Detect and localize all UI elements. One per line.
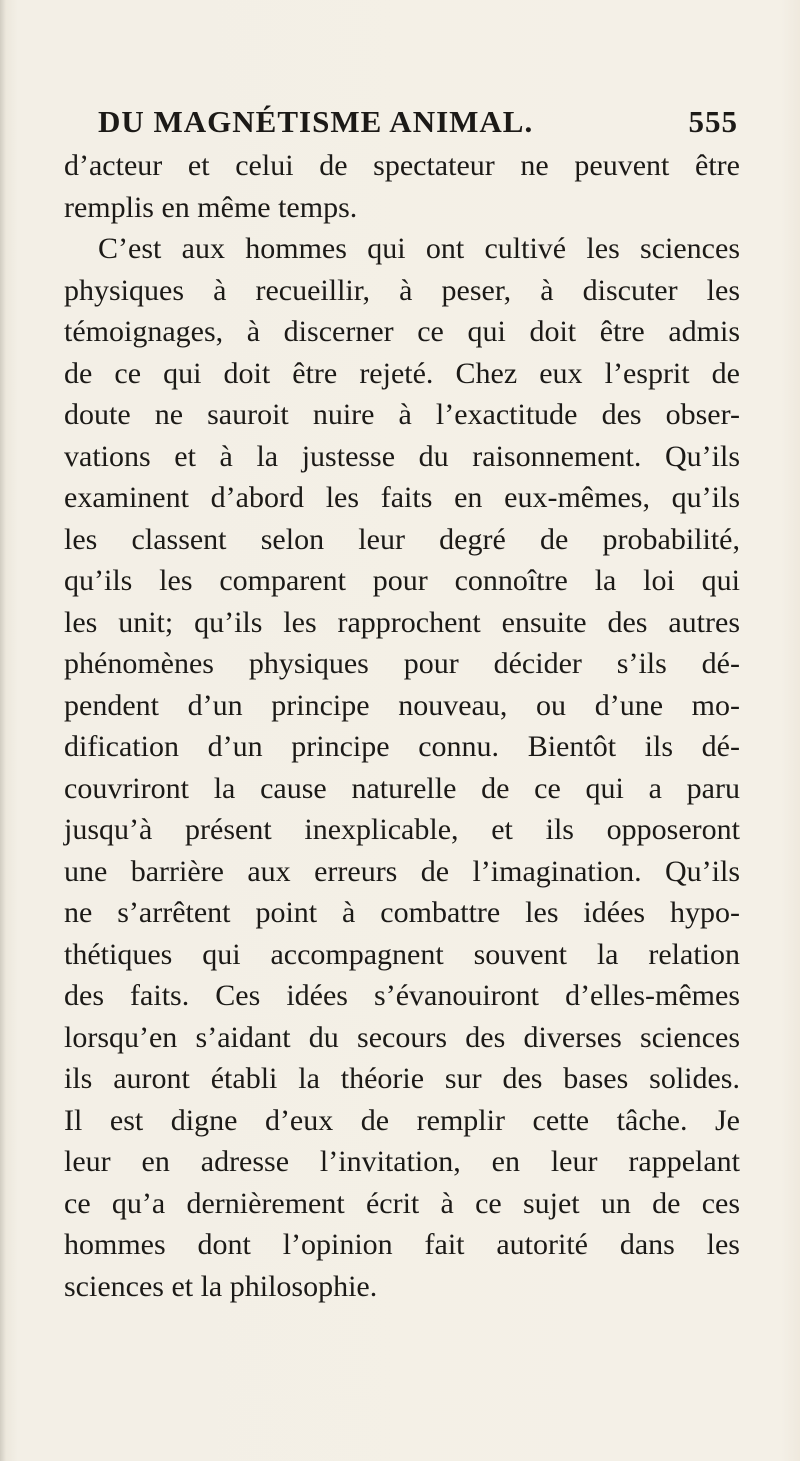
text-line: des faits. Ces idées s’évanouiront d’elles-mêmes — [64, 979, 740, 1012]
text-line: les classent selon leur degré de probabilité, — [64, 522, 740, 556]
text-line: jusqu’à présent inexplicable, et ils opposeront — [64, 813, 740, 846]
running-head — [98, 100, 738, 144]
text-line: Il est digne d’eux de remplir cette tâche. Je — [64, 1103, 740, 1137]
text-line: de ce qui doit être rejeté. Chez eux l’esprit de — [64, 356, 740, 390]
text-line: qu’ils les comparent pour connoître la loi qui — [64, 564, 740, 597]
text-line: dification d’un principe connu. Bientôt ils dé- — [64, 730, 740, 763]
text-line: d’acteur et celui de spectateur ne peuvent être — [64, 149, 740, 182]
text-line: sciences et la philosophie. — [64, 1269, 378, 1303]
text-line: remplis en même temps. — [64, 190, 358, 224]
binding-gutter-shadow — [0, 0, 6, 1461]
text-line: ce qu’a dernièrement écrit à ce sujet un de ces — [64, 1186, 740, 1220]
running-title: DU MAGNÉTISME ANIMAL. — [98, 104, 534, 139]
text-line: une barrière aux erreurs de l’imagination. Qu’ils — [64, 854, 740, 888]
text-line: couvriront la cause naturelle de ce qui a paru — [64, 771, 740, 805]
text-line: les unit; qu’ils les rapprochent ensuite des autres — [64, 605, 740, 639]
text-line: examinent d’abord les faits en eux-mêmes, qu’ils — [64, 481, 740, 514]
page-number: 555 — [688, 104, 738, 139]
text-line: thétiques qui accompagnent souvent la relation — [64, 937, 740, 971]
text-line: ils auront établi la théorie sur des bases solides. — [64, 1062, 740, 1095]
text-line: vations et à la justesse du raisonnement. Qu’ils — [64, 439, 740, 473]
text-line: ne s’arrêtent point à combattre les idées hypo- — [64, 896, 740, 929]
text-line: leur en adresse l’invitation, en leur rappelant — [64, 1145, 740, 1178]
text-line: phénomènes physiques pour décider s’ils dé- — [64, 647, 740, 680]
text-line: physiques à recueillir, à peser, à discuter les — [64, 273, 740, 307]
text-line: témoignages, à discerner ce qui doit être admis — [64, 315, 740, 348]
text-line: hommes dont l’opinion fait autorité dans les — [64, 1228, 740, 1261]
text-line: C’est aux hommes qui ont cultivé les sciences — [98, 232, 740, 265]
text-line: doute ne sauroit nuire à l’exactitude des obser- — [64, 398, 740, 431]
text-line: pendent d’un principe nouveau, ou d’une mo- — [64, 688, 740, 722]
body-text — [64, 145, 740, 1307]
text-line: lorsqu’en s’aidant du secours des diverses sciences — [64, 1020, 740, 1054]
